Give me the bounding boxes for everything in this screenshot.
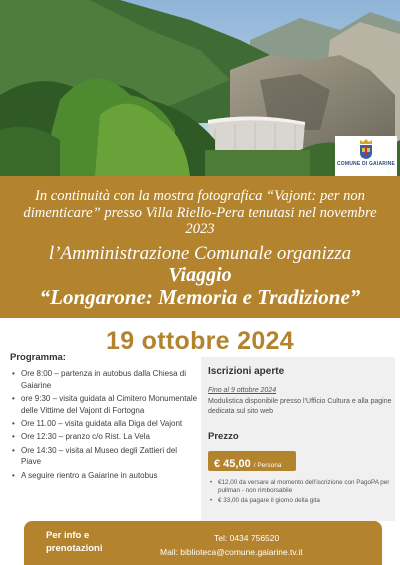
program-item: • Ore 14:30 – visita al Museo degli Zattieri del Piave [10, 445, 198, 468]
registration-panel [201, 357, 395, 521]
program-item: • A seguire rientro a Gaiarine in autobus [10, 470, 198, 481]
registration-heading: Iscrizioni aperte [208, 366, 285, 377]
intro-text: In continuità con la mostra fotografica “Vajont: per non dimenticare” presso Villa Riello-Pera tenutasi nel novembre 2023 [23, 188, 377, 237]
price-unit: / Persona [253, 462, 282, 469]
hero-photo [0, 0, 400, 176]
price-note: • € 33,00 da pagare il giorno della gita [208, 497, 394, 505]
price-amount: € 45,00 [214, 458, 251, 470]
price-badge [208, 451, 296, 471]
program-section [10, 352, 198, 483]
program-item: • Ore 8:00 – partenza in autobus dalla Chiesa di Gaiarine [10, 368, 198, 391]
program-heading: Programma: [10, 352, 66, 363]
program-item: • Ore 12:30 – pranzo c/o Rist. La Vela [10, 431, 198, 442]
contact-footer [24, 521, 382, 565]
price-note: • €12,00 da versare al momento dell’iscrizione con PagoPA per pullman - non rimborsabile [208, 479, 394, 495]
contact-phone: Tel: 0434 756520 [214, 533, 280, 543]
contact-label [46, 530, 102, 555]
contact-email[interactable]: Mail: biblioteca@comune.gaiarine.tv.it [160, 547, 303, 557]
organizer-line: l’Amministrazione Comunale organizza [48, 242, 352, 264]
contact-label-line2: prenotazioni [46, 542, 103, 554]
title-banner [0, 176, 400, 318]
coat-of-arms-icon [358, 138, 374, 160]
municipality-logo [335, 136, 397, 176]
contact-label-line1: Per info e [46, 530, 90, 541]
program-list [10, 368, 198, 481]
registration-deadline: Fino al 9 ottobre 2024 [208, 387, 277, 394]
program-item: • Ore 11.00 – visita guidata alla Diga del Vajont [10, 418, 198, 429]
price-heading: Prezzo [208, 431, 239, 442]
trip-title: “Longarone: Memoria e Tradizione” [39, 284, 361, 309]
price-notes [208, 479, 394, 508]
program-item: • ore 9:30 – visita guidata al Cimitero Monumentale delle Vittime del Vajont di Fortogna [10, 393, 198, 416]
logo-caption: COMUNE DI GAIARINE [336, 161, 396, 167]
registration-info: Modulistica disponibile presso l’Ufficio Cultura e alla pagine dedicata sul sito web [208, 398, 392, 415]
trip-type: Viaggio [168, 263, 232, 286]
event-date: 19 ottobre 2024 [106, 327, 294, 355]
